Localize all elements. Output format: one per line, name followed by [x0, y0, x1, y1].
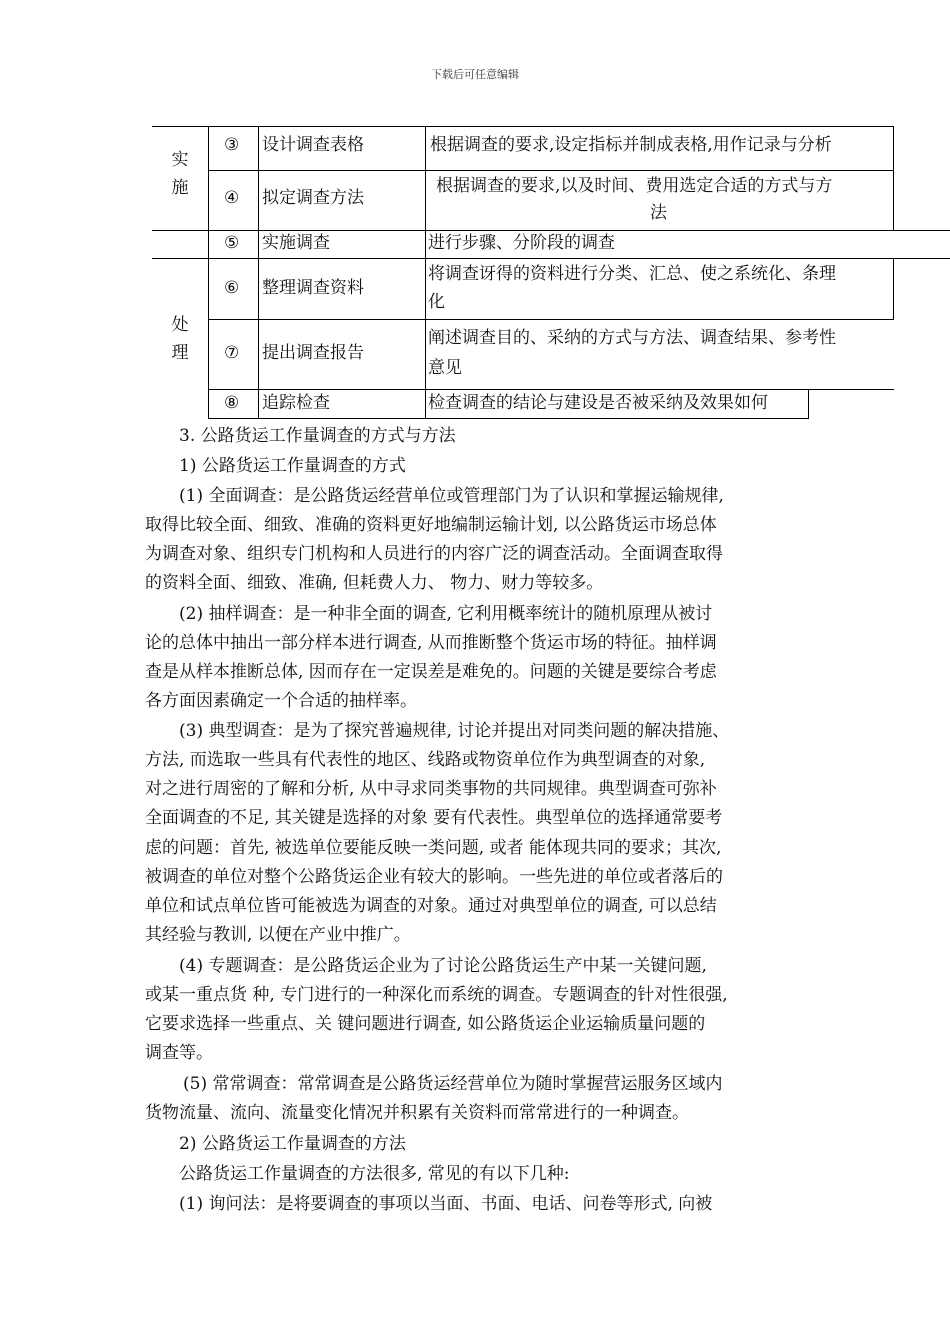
paragraph-line: 调查等。: [145, 1043, 213, 1063]
paragraph-line: 它要求选择一些重点、关 键问题进行调查, 如公路货运企业运输质量问题的: [145, 1014, 706, 1034]
paragraph-line: 为调查对象、组织专门机构和人员进行的内容广泛的调查活动。全面调查取得: [145, 544, 723, 564]
paragraph-line: (2) 抽样调查：是一种非全面的调查, 它利用概率统计的随机原理从被讨: [179, 604, 713, 624]
step-number: ④: [224, 188, 240, 208]
paragraph-line: (3) 典型调查：是为了探究普遍规律, 讨论并提出对同类问题的解决措施、: [179, 721, 730, 741]
step-name: 实施调查: [262, 233, 330, 253]
step-description: 根据调查的要求,以及时间、费用选定合适的方式与方: [436, 176, 833, 196]
paragraph-line: 论的总体中抽出一部分样本进行调查, 从而推断整个货运市场的特征。抽样调: [145, 633, 717, 653]
subsection-heading: 1) 公路货运工作量调查的方式: [179, 456, 406, 476]
table-col-rule: [208, 126, 209, 418]
paragraph-line: 或某一重点货 种, 专门进行的一种深化而系统的调查。专题调查的针对性很强,: [145, 985, 728, 1005]
step-description: 将调查讶得的资料进行分类、汇总、使之系统化、条理: [428, 264, 836, 284]
group-char: 理: [171, 343, 189, 363]
paragraph-line: 全面调查的不足, 其关键是选择的对象 要有代表性。典型单位的选择通常要考: [145, 808, 723, 828]
step-description: 检查调查的结论与建设是否被采纳及效果如何: [428, 393, 768, 413]
group-char: 实: [171, 150, 189, 170]
page-header: 下载后可任意编辑: [431, 68, 519, 81]
table-rule: [208, 319, 894, 320]
step-name: 追踪检查: [262, 393, 330, 413]
table-col-rule: [425, 126, 426, 418]
table-bottom-rule: [208, 418, 809, 419]
table-col-rule: [258, 126, 259, 418]
table-right-rule: [893, 258, 894, 319]
paragraph-line: 查是从样本推断总体, 因而存在一定误差是难免的。问题的关键是要综合考虑: [145, 662, 717, 682]
step-description: 进行步骤、分阶段的调查: [428, 233, 615, 253]
step-description: 意见: [428, 358, 462, 378]
step-name: 提出调查报告: [262, 343, 364, 363]
step-name: 拟定调查方法: [262, 188, 364, 208]
section-heading: 3. 公路货运工作量调查的方式与方法: [179, 426, 456, 446]
paragraph-line: 单位和试点单位皆可能被选为调查的对象。通过对典型单位的调查, 可以总结: [145, 896, 717, 916]
paragraph-line: (5) 常常调查：常常调查是公路货运经营单位为随时掌握营运服务区域内: [183, 1074, 723, 1094]
step-description: 法: [650, 203, 667, 223]
step-description: 根据调查的要求,设定指标并制成表格,用作记录与分析: [430, 135, 832, 155]
paragraph-line: 货物流量、流向、流量变化情况并积累有关资料而常常进行的一种调查。: [145, 1103, 689, 1123]
paragraph-line: 的资料全面、细致、准确, 但耗费人力、 物力、财力等较多。: [145, 573, 604, 593]
paragraph-line: 方法, 而选取一些具有代表性的地区、线路或物资单位作为典型调查的对象,: [145, 750, 706, 770]
step-number: ⑤: [224, 233, 240, 253]
table-top-rule: [152, 126, 894, 127]
paragraph-line: 对之进行周密的了解和分析, 从中寻求同类事物的共同规律。典型调查可弥补: [145, 779, 717, 799]
step-number: ③: [224, 135, 240, 155]
subsection-heading: 2) 公路货运工作量调查的方法: [179, 1134, 406, 1154]
paragraph-line: 其经验与教训, 以便在产业中推广。: [145, 925, 411, 945]
step-description: 阐述调查目的、采纳的方式与方法、调查结果、参考性: [428, 328, 836, 348]
paragraph-line: 各方面因素确定一个合适的抽样率。: [145, 691, 417, 711]
table-rule: [152, 258, 950, 259]
paragraph-line: 虑的问题：首先, 被选单位要能反映一类问题, 或者 能体现共同的要求；其次,: [145, 838, 722, 858]
paragraph-line: (4) 专题调查：是公路货运企业为了讨论公路货运生产中某一关键问题,: [179, 956, 707, 976]
step-number: ⑦: [224, 343, 240, 363]
paragraph-line: 公路货运工作量调查的方法很多, 常见的有以下几种:: [179, 1164, 570, 1184]
table-right-rule: [808, 389, 809, 418]
step-description: 化: [428, 292, 445, 312]
paragraph-line: 被调查的单位对整个公路货运企业有较大的影响。一些先进的单位或者落后的: [145, 867, 723, 887]
paragraph-line: (1) 询问法：是将要调查的事项以当面、书面、电话、问卷等形式, 向被: [179, 1194, 713, 1214]
step-name: 设计调查表格: [262, 135, 364, 155]
paragraph-line: (1) 全面调查：是公路货运经营单位或管理部门为了认识和掌握运输规律,: [179, 486, 724, 506]
group-char: 施: [171, 178, 189, 198]
table-right-rule: [893, 126, 894, 230]
table-rule: [208, 170, 894, 171]
step-number: ⑥: [224, 278, 240, 298]
group-label-process: [160, 311, 200, 367]
group-label-implement: [160, 146, 200, 202]
step-name: 整理调查资料: [262, 278, 364, 298]
group-char: 处: [171, 315, 189, 335]
step-number: ⑧: [224, 393, 240, 413]
paragraph-line: 取得比较全面、细致、准确的资料更好地编制运输计划, 以公路货运市场总体: [145, 515, 717, 535]
